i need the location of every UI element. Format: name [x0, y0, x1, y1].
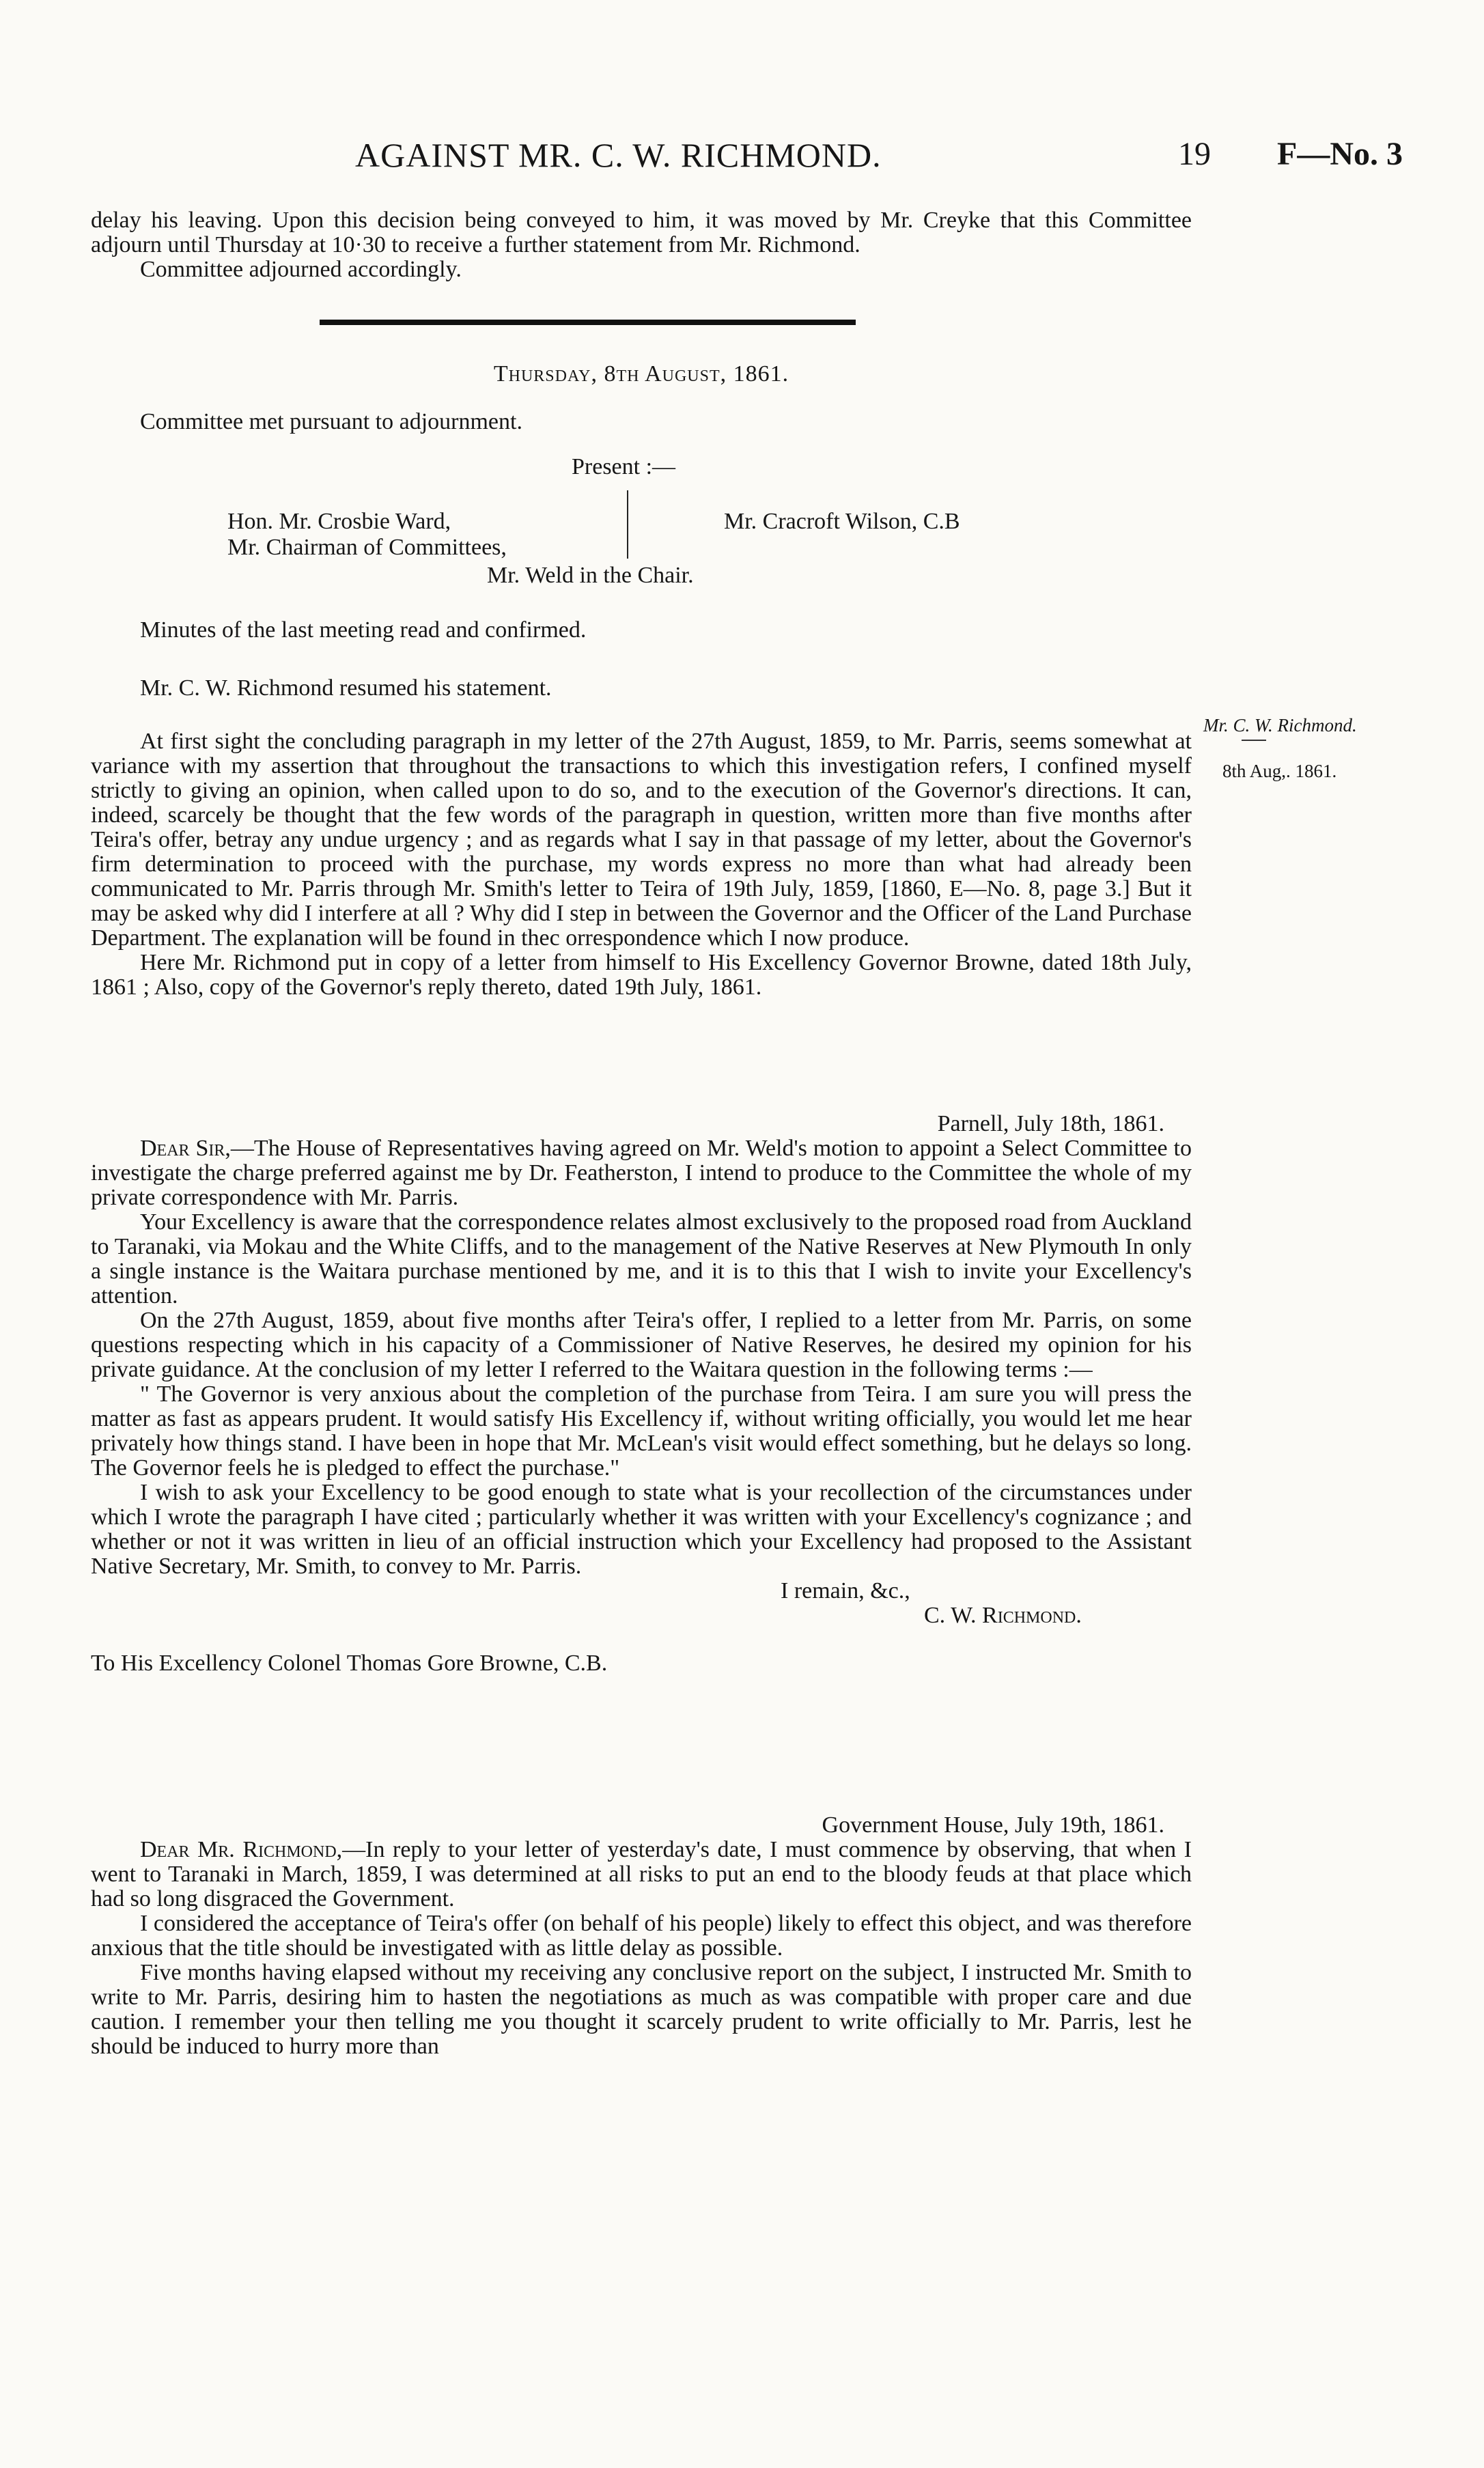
running-head-title: AGAINST MR. C. W. RICHMOND. — [355, 136, 882, 174]
opening-paragraph: delay his leaving. Upon this decision being conveyed to him, it was moved by Mr. Creyke that this Committee adjourn until Thursday at 10·30 to receive a further statement from Mr. Richmond. — [91, 208, 1192, 257]
committee-met-line: Committee met pursuant to adjournment. — [140, 409, 522, 434]
page-number: 19 — [1178, 136, 1211, 172]
minutes-line: Minutes of the last meeting read and confirmed. — [140, 617, 587, 643]
letter1-signature: C. W. Richmond. — [924, 1603, 1082, 1628]
letter2-paragraph-1: —In reply to your letter of yesterday's date, I must commence by observing, that when I went to Taranaki in March, 1859, I was determined at all risks to put an end to the bloody feuds at that place which had so long disgraced the Government. — [91, 1837, 1192, 1911]
letter2-dateline: Government House, July 19th, 1861. — [822, 1812, 1164, 1838]
letter1-dateline: Parnell, July 18th, 1861. — [937, 1111, 1164, 1136]
letter2-salutation: Dear Mr. Richmond, — [140, 1837, 343, 1862]
put-in-paragraph: Here Mr. Richmond put in copy of a letter from himself to His Excellency Governor Browne, dated 18th July, 1861 ; Also, copy of the Governor's reply thereto, dated 19th July, 1861. — [91, 950, 1192, 1000]
adjourned-line: Committee adjourned accordingly. — [140, 257, 462, 282]
letter1-paragraph-4: I wish to ask your Excellency to be good enough to state what is your recollection of the circumstances under which I wrote the paragraph I have cited ; particularly whether it was written with your Excellency's cognizance ; and whether or not it was written in lieu of an official instruction which your Excellency had proposed to the Assistant Native Secretary, Mr. Smith, to convey to Mr. Parris. — [91, 1480, 1192, 1579]
member-divider — [627, 490, 628, 559]
document-reference: F—No. 3 — [1277, 136, 1403, 172]
statement-section — [91, 729, 1192, 1000]
letter1-paragraph-1: —The House of Representatives having agreed on Mr. Weld's motion to appoint a Select Committee to investigate the charge preferred against me by Dr. Featherston, I intend to produce to the Committee the whole of my private correspondence with Mr. Parris. — [91, 1136, 1192, 1210]
resumed-line: Mr. C. W. Richmond resumed his statement. — [140, 675, 552, 701]
member-cracroft-wilson: Mr. Cracroft Wilson, C.B — [724, 509, 960, 534]
letter2-paragraph-3: Five months having elapsed without my receiving any conclusive report on the subject, I instructed Mr. Smith to write to Mr. Parris, desiring him to hasten the negotiations as much as was compatible with proper care and due caution. I remember your then telling me you thought it scarcely prudent to write officially to Mr. Parris, lest he should be induced to hurry more than — [91, 1960, 1192, 2059]
margin-note-name: Mr. C. W. Richmond. — [1203, 715, 1357, 735]
letter1-paragraph-2: Your Excellency is aware that the correspondence relates almost exclusively to the proposed road from Auckland to Taranaki, via Mokau and the White Cliffs, and to the management of the Native Reserves at New Plymouth In only a single instance is the Waitara purchase mentioned by me, and it is to this that I wish to invite your Excellency's attention. — [91, 1209, 1192, 1308]
letter-richmond — [91, 1112, 1192, 1676]
letter-governor — [91, 1813, 1192, 2059]
member-crosbie-ward: Hon. Mr. Crosbie Ward, — [227, 509, 451, 534]
member-chairman: Mr. Chairman of Committees, — [227, 535, 507, 560]
opening-section — [91, 208, 1192, 282]
letter1-addressee: To His Excellency Colonel Thomas Gore Browne, C.B. — [91, 1651, 608, 1676]
letter1-paragraph-3: On the 27th August, 1859, about five months after Teira's offer, I replied to a letter from Mr. Parris, on some questions respecting which in his capacity of a Commissioner of Native Reserves, he desired my opinion for his private guidance. At the conclusion of my letter I referred to the Waitara question in the following terms :— — [91, 1308, 1192, 1382]
section-rule — [320, 320, 856, 325]
margin-note-rule — [1242, 740, 1266, 741]
letter2-paragraph-2: I considered the acceptance of Teira's offer (on behalf of his people) likely to effect this object, and was therefore anxious that the title should be investigated with as little delay as possible. — [91, 1911, 1192, 1961]
chair-line: Mr. Weld in the Chair. — [487, 563, 694, 588]
letter1-salutation: Dear Sir, — [140, 1136, 231, 1161]
meeting-date-heading: Thursday, 8th August, 1861. — [493, 361, 789, 387]
letter1-quotation: " The Governor is very anxious about the completion of the purchase from Teira. I am sure you will press the matter as fast as appears prudent. It would satisfy His Excellency if, without writing officially, you would let me hear privately how things stand. I have been in hope that Mr. McLean's visit would effect something, but he delays so long. The Governor feels he is pledged to effect the purchase." — [91, 1382, 1192, 1481]
letter1-closing: I remain, &c., — [781, 1578, 910, 1603]
statement-paragraph: At first sight the concluding paragraph in my letter of the 27th August, 1859, to Mr. Parris, seems somewhat at variance with my assertion that throughout the transactions to which this investigation refers, I confined myself strictly to giving an opinion, when called upon to do so, and to the execution of the Governor's directions. It can, indeed, scarcely be thought that the few words of the paragraph in question, written more than five months after Teira's offer, betray any undue urgency ; and as regards what I say in that passage of my letter, about the Governor's firm determination to proceed with the purchase, my words express no more than what had already been communicated to Mr. Parris through Mr. Smith's letter to Teira of 19th July, 1859, [1860, E—No. 8, page 3.] But it may be asked why did I interfere at all ? Why did I step in between the Governor and the Officer of the Land Purchase Department. The explanation will be found in thec orrespondence which I now produce. — [91, 729, 1192, 951]
margin-note-date: 8th Aug,. 1861. — [1222, 761, 1337, 781]
present-label: Present :— — [572, 454, 676, 479]
